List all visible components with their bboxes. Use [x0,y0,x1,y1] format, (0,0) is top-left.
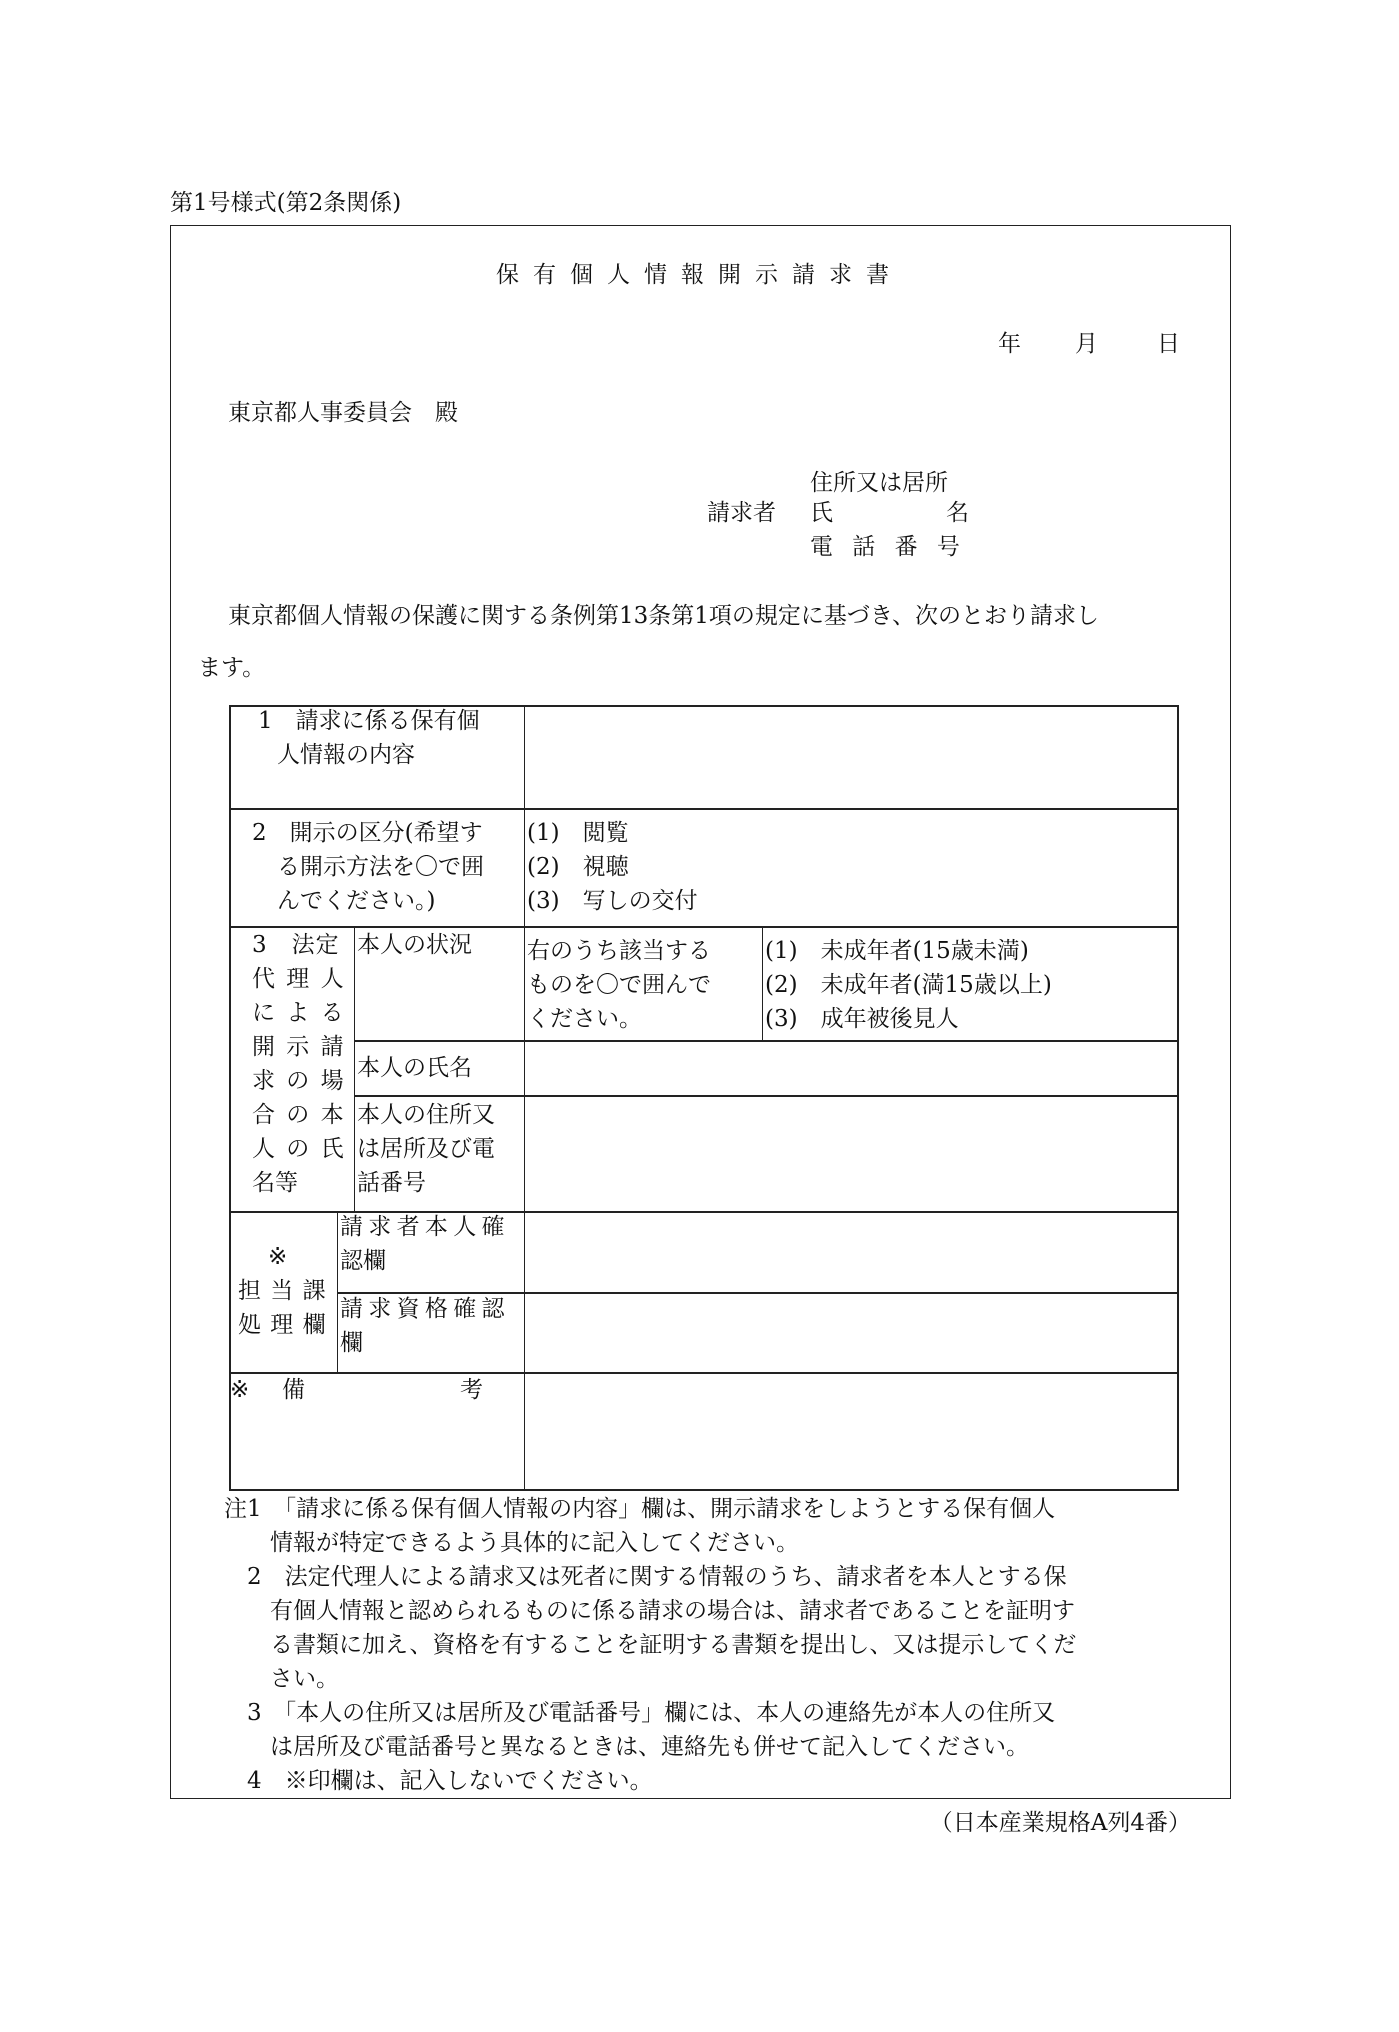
principal-name-label: 本人の氏名 [357,1055,472,1081]
requester-label: 請求者 [707,500,776,526]
note-line: 有個人情報と認められるものに係る請求の場合は、請求者であることを証明す [224,1598,1075,1624]
row3-status-divider [762,926,763,1040]
row3-label-line: 名等 [252,1170,298,1196]
note-line: 2 法定代理人による請求又は死者に関する情報のうち、請求者を本人とする保 [224,1564,1067,1590]
form-number: 第1号様式(第2条関係) [170,190,402,216]
preamble-line-2: ます。 [198,655,266,681]
status-option-minor-15-plus[interactable]: (2) 未成年者(満15歳以上) [765,972,1052,998]
status-option-minor-under-15[interactable]: (1) 未成年者(15歳未満) [765,938,1029,964]
row-divider-5 [229,1372,1179,1374]
eligibility-check-label-line: 欄 [340,1330,363,1356]
row3-label-line: 求 の 場 [252,1068,346,1094]
remarks-label-1: 備 [282,1377,305,1403]
row3-label-line: 代 理 人 [252,966,346,992]
identity-check-label-line: 認欄 [340,1248,386,1274]
document-title: 保有個人情報開示請求書 [496,262,903,288]
row3-label-line: 人 の 氏 [252,1136,346,1162]
row2-label-line2: る開示方法を〇で囲 [277,854,484,880]
status-instruction-line: ものを〇で囲んで [527,972,711,998]
row2-label-line3: んでください。) [277,888,436,914]
row3-subcol-divider [354,926,355,1211]
status-instruction-line: 右のうち該当する [527,938,711,964]
disclosure-option-viewing[interactable]: (1) 閲覧 [527,820,629,846]
row1-label-line1: 1 請求に係る保有個 [258,708,480,734]
eligibility-check-label-line: 請 求 資 格 確 認 [340,1296,504,1322]
eligibility-check-field[interactable] [528,1296,1173,1370]
preamble-line-1: 東京都個人情報の保護に関する条例第13条第1項の規定に基づき、次のとおり請求し [228,603,1099,629]
office-use-label-line: 担 当 課 [238,1278,327,1304]
reference-mark-icon: ※ [230,1377,250,1403]
remarks-label-2: 考 [460,1377,483,1403]
note-line: る書類に加え、資格を有することを証明する書類を提出し、又は提示してくだ [224,1632,1077,1658]
note-line: 4 ※印欄は、記入しないでください。 [224,1768,653,1794]
disclosure-option-listening[interactable]: (2) 視聴 [527,854,629,880]
reference-mark-icon: ※ [268,1244,288,1270]
addressee: 東京都人事委員会 殿 [228,400,458,426]
principal-address-label-line: 話番号 [357,1170,426,1196]
identity-check-label-line: 請 求 者 本 人 確 [340,1214,504,1240]
note-line: は居所及び電話番号と異なるときは、連絡先も併せて記入してください。 [224,1734,1029,1760]
identity-check-field[interactable] [528,1215,1173,1289]
row-divider-3b [354,1095,1179,1097]
row3-label-line: 3 法定 [252,932,340,958]
row-divider-1 [229,808,1179,810]
row2-label-line1: 2 開示の区分(希望す [252,820,483,846]
office-use-label-line: 処 理 欄 [238,1312,327,1338]
note-line: 情報が特定できるよう具体的に記入してください。 [224,1530,799,1556]
principal-address-label-line: 本人の住所又 [357,1102,495,1128]
row3-label-line: 合 の 本 [252,1102,346,1128]
row4-subcol-divider [337,1211,338,1372]
row-divider-3a [354,1040,1179,1042]
requester-phone-label: 電 話 番 号 [810,534,966,560]
paper-size-note: （日本産業規格A列4番） [929,1810,1191,1836]
table-border-bottom [229,1489,1179,1491]
date-year-label: 年 [998,331,1021,357]
principal-status-label: 本人の状況 [357,932,472,958]
row3-label-line: 開 示 請 [252,1034,346,1060]
remarks-field[interactable] [528,1376,1173,1486]
status-option-adult-ward[interactable]: (3) 成年被後見人 [765,1006,959,1032]
date-month-label: 月 [1075,331,1098,357]
requester-name-label-2: 名 [946,500,969,526]
requester-address-label: 住所又は居所 [810,470,948,496]
note-line: 3 「本人の住所又は居所及び電話番号」欄には、本人の連絡先が本人の住所又 [224,1700,1056,1726]
note-line: 注1 「請求に係る保有個人情報の内容」欄は、開示請求をしようとする保有個人 [224,1496,1056,1522]
principal-address-field[interactable] [528,1099,1173,1207]
row1-content-field[interactable] [528,710,1173,804]
row3-label-line: に よ る [252,1000,346,1026]
principal-address-label-line: は居所及び電 [357,1136,495,1162]
date-day-label: 日 [1157,331,1180,357]
principal-name-field[interactable] [528,1044,1173,1092]
row1-label-line2: 人情報の内容 [277,742,415,768]
requester-name-label-1: 氏 [810,500,833,526]
disclosure-option-copy[interactable]: (3) 写しの交付 [527,888,698,914]
status-instruction-line: ください。 [527,1006,642,1032]
note-line: さい。 [224,1666,339,1692]
